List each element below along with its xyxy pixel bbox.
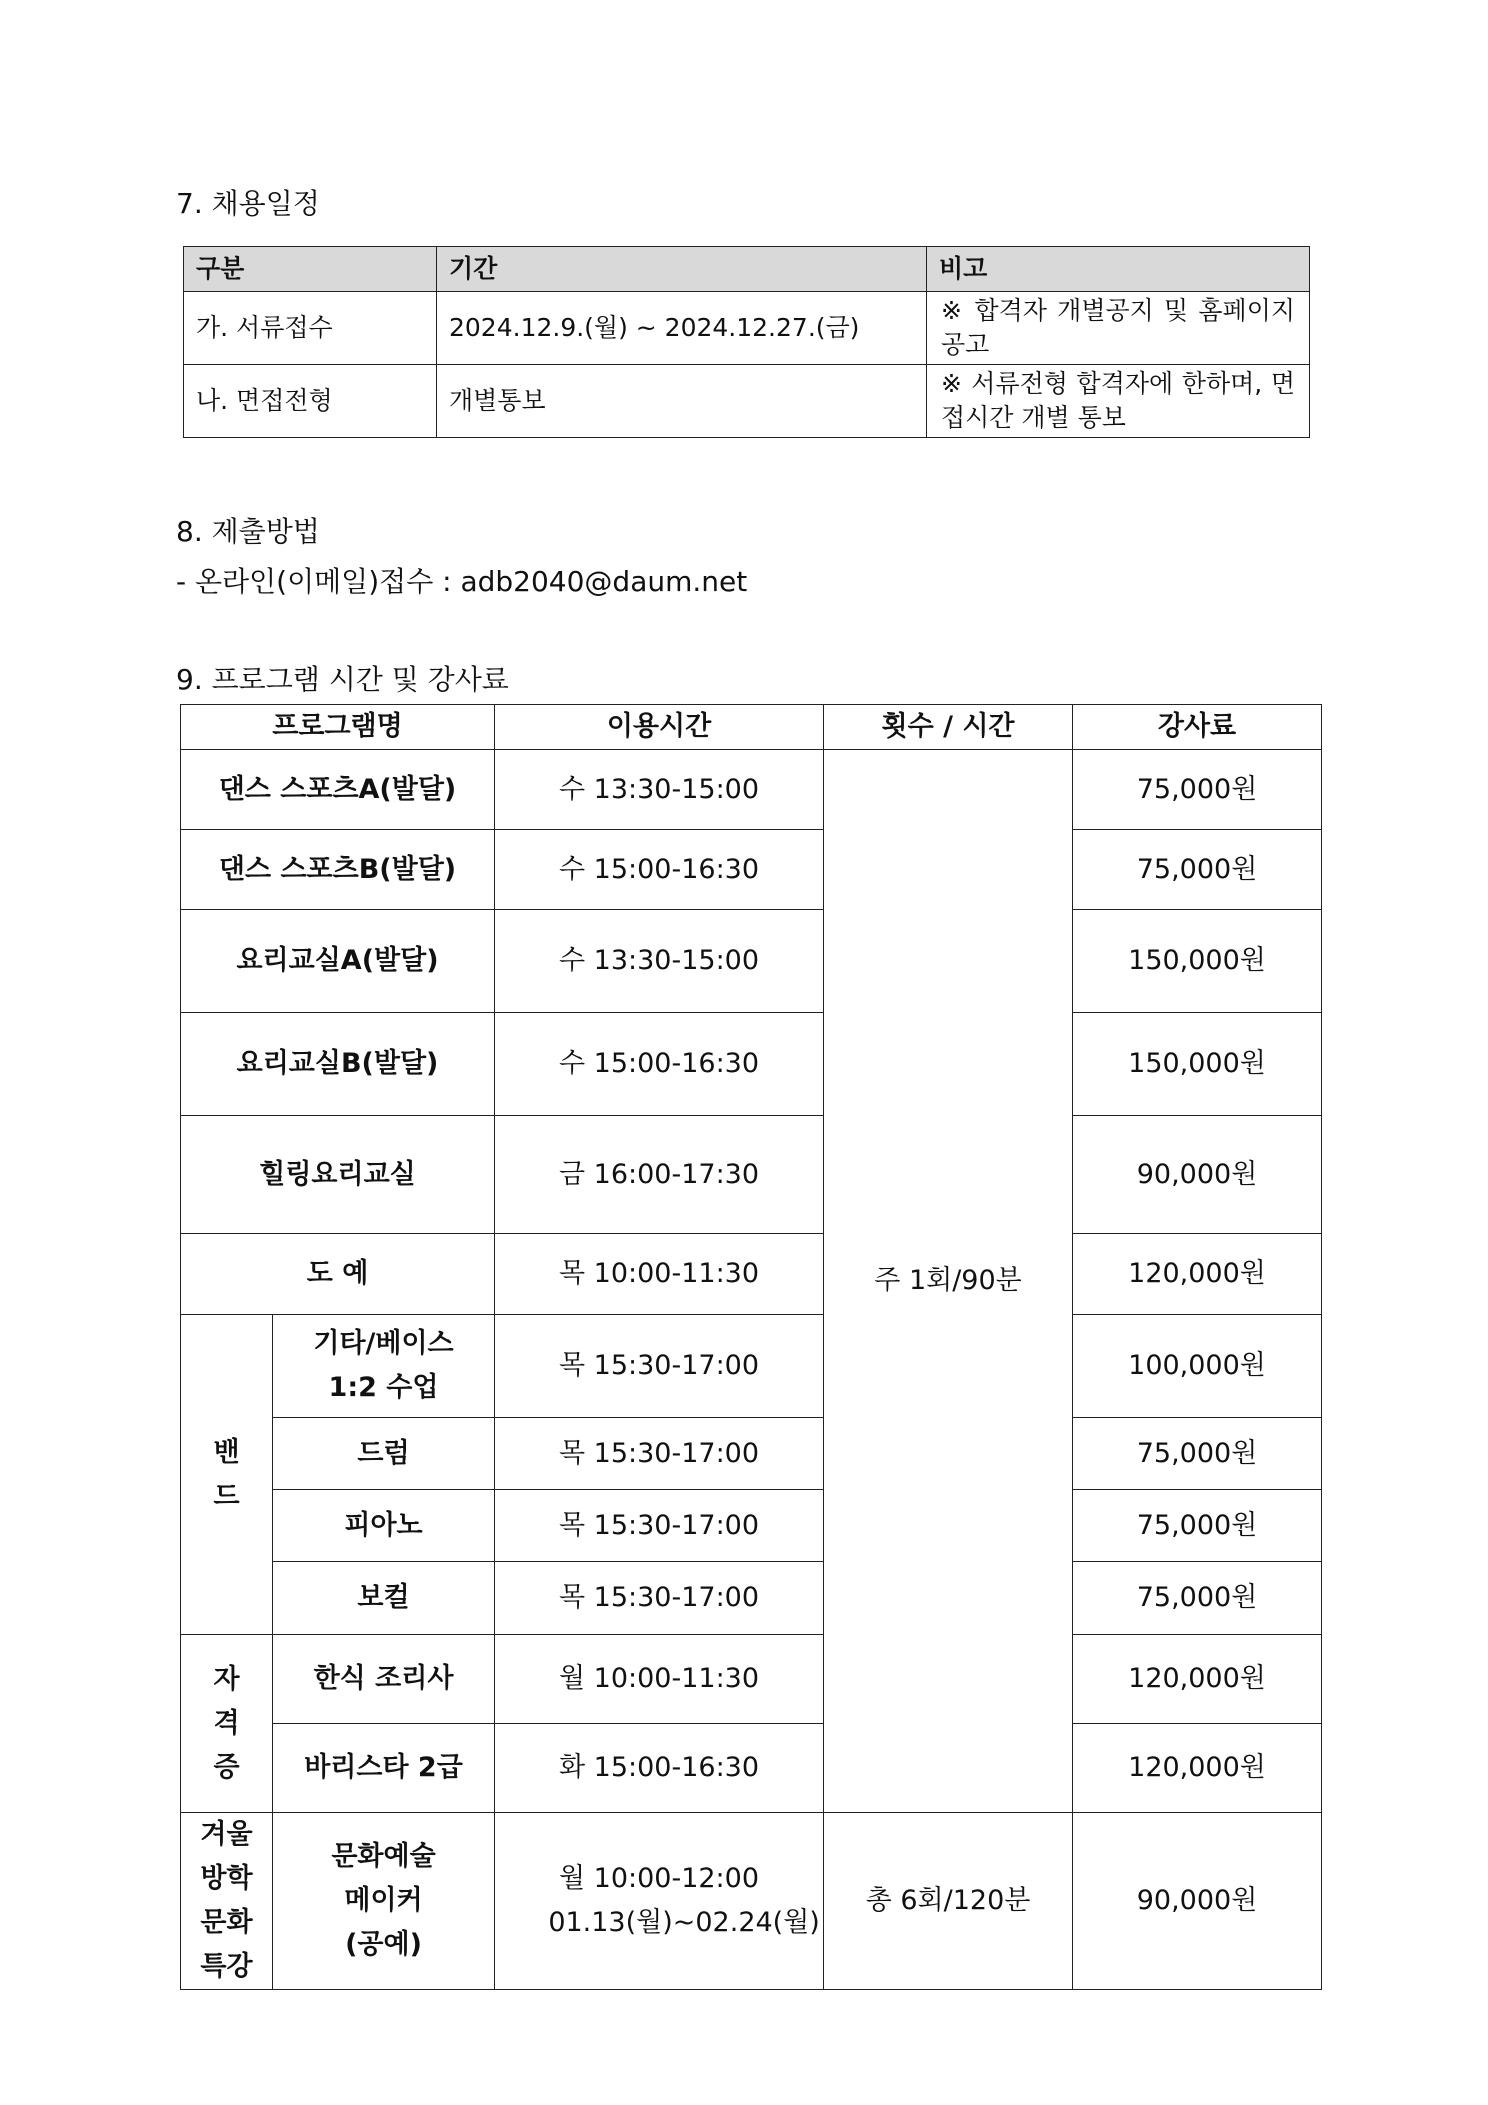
program-name: 드럼 [273, 1418, 495, 1490]
table-row [181, 1635, 1322, 1724]
program-time: 수 15:00-16:30 [495, 1013, 824, 1116]
program-time: 목 15:30-17:00 [495, 1315, 824, 1418]
section-7-heading: 7. 채용일정 [176, 187, 320, 220]
header-fee: 강사료 [1073, 705, 1322, 750]
program-frequency: 주 1회/90분 [824, 750, 1073, 1813]
header-time: 이용시간 [495, 705, 824, 750]
group-winter-special [181, 1813, 273, 1990]
program-time: 월 10:00-11:30 [495, 1635, 824, 1724]
table-row [184, 365, 1310, 438]
table-row [181, 750, 1322, 830]
table-row [181, 1418, 1322, 1490]
program-fee: 75,000원 [1073, 830, 1322, 910]
program-name: 바리스타 2급 [273, 1724, 495, 1813]
table-header-row [181, 705, 1322, 750]
group-winter-special-label: 겨울방학문화특강 [200, 1819, 253, 1982]
table-row [181, 1013, 1322, 1116]
table-row [181, 1490, 1322, 1562]
program-time: 목 15:30-17:00 [495, 1418, 824, 1490]
row-period: 개별통보 [437, 365, 927, 438]
program-name: 요리교실B(발달) [181, 1013, 495, 1116]
header-note: 비고 [927, 247, 1310, 292]
program-time: 화 15:00-16:30 [495, 1724, 824, 1813]
table-row [181, 830, 1322, 910]
program-fee: 90,000원 [1073, 1813, 1322, 1990]
header-period: 기간 [437, 247, 927, 292]
header-frequency: 횟수 / 시간 [824, 705, 1073, 750]
program-fee: 120,000원 [1073, 1234, 1322, 1315]
program-name: 요리교실A(발달) [181, 910, 495, 1013]
group-certificate-label: 자격증 [213, 1663, 240, 1783]
program-fee-table [180, 704, 1322, 1990]
submission-method: - 온라인(이메일)접수 : adb2040@daum.net [176, 565, 748, 598]
program-frequency: 총 6회/120분 [824, 1813, 1073, 1990]
table-row [181, 1562, 1322, 1635]
program-time: 수 13:30-15:00 [495, 910, 824, 1013]
program-fee: 120,000원 [1073, 1635, 1322, 1724]
program-fee: 75,000원 [1073, 1562, 1322, 1635]
program-fee: 150,000원 [1073, 910, 1322, 1013]
table-row [181, 1813, 1322, 1990]
program-fee: 120,000원 [1073, 1724, 1322, 1813]
header-program-name: 프로그램명 [181, 705, 495, 750]
program-name-label: 문화예술 메이커 (공예) [331, 1841, 436, 1960]
program-name [273, 1813, 495, 1990]
table-row [181, 1116, 1322, 1234]
program-name: 댄스 스포츠A(발달) [181, 750, 495, 830]
table-row [181, 1234, 1322, 1315]
row-period: 2024.12.9.(월) ~ 2024.12.27.(금) [437, 292, 927, 365]
program-name: 보컬 [273, 1562, 495, 1635]
program-fee: 150,000원 [1073, 1013, 1322, 1116]
program-fee: 90,000원 [1073, 1116, 1322, 1234]
program-time: 수 15:00-16:30 [495, 830, 824, 910]
row-note: ※ 합격자 개별공지 및 홈페이지 공고 [927, 292, 1310, 365]
row-category: 나. 면접전형 [184, 365, 437, 438]
program-time: 목 15:30-17:00 [495, 1562, 824, 1635]
program-time: 목 10:00-11:30 [495, 1234, 824, 1315]
program-name: 한식 조리사 [273, 1635, 495, 1724]
group-band [181, 1315, 273, 1635]
program-fee: 75,000원 [1073, 1490, 1322, 1562]
table-row [181, 1315, 1322, 1418]
row-note: ※ 서류전형 합격자에 한하며, 면접시간 개별 통보 [927, 365, 1310, 438]
table-row [184, 292, 1310, 365]
group-certificate [181, 1635, 273, 1813]
program-fee: 100,000원 [1073, 1315, 1322, 1418]
program-name: 힐링요리교실 [181, 1116, 495, 1234]
group-band-label: 밴드 [213, 1436, 240, 1512]
program-name-label: 기타/베이스 1:2 수업 [313, 1328, 454, 1403]
program-name: 댄스 스포츠B(발달) [181, 830, 495, 910]
program-time-label: 월 10:00-12:00 01.13(월)~02.24(월) [548, 1863, 820, 1938]
program-time: 목 15:30-17:00 [495, 1490, 824, 1562]
program-time: 금 16:00-17:30 [495, 1116, 824, 1234]
section-8-heading: 8. 제출방법 [176, 515, 320, 548]
program-fee: 75,000원 [1073, 1418, 1322, 1490]
program-name: 피아노 [273, 1490, 495, 1562]
section-9-heading: 9. 프로그램 시간 및 강사료 [176, 663, 509, 696]
table-header-row [184, 247, 1310, 292]
program-name [273, 1315, 495, 1418]
header-category: 구분 [184, 247, 437, 292]
program-name: 도 예 [181, 1234, 495, 1315]
program-fee: 75,000원 [1073, 750, 1322, 830]
recruitment-schedule-table [183, 246, 1310, 438]
program-time: 수 13:30-15:00 [495, 750, 824, 830]
table-row [181, 910, 1322, 1013]
program-time [495, 1813, 824, 1990]
table-row [181, 1724, 1322, 1813]
row-category: 가. 서류접수 [184, 292, 437, 365]
